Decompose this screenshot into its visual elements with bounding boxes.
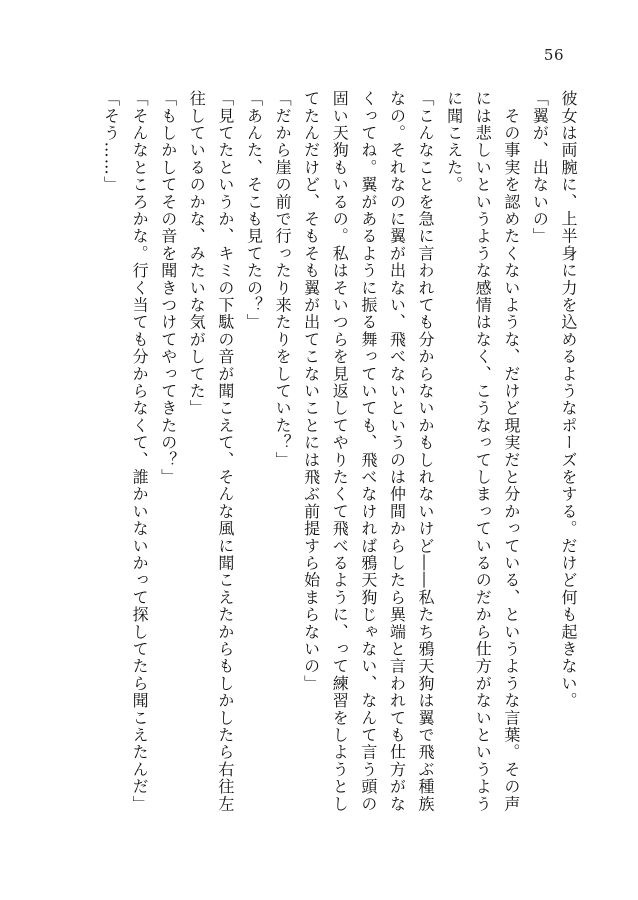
page-number: 56 (543, 46, 564, 64)
text-line: その事実を認めたくないような、だけど現実だと分かっている、というような言葉。その声 (501, 90, 521, 813)
text-line: 往しているのかな、みたいな気がしてた」 (187, 90, 207, 417)
text-line: なの。それなのに翼が出ない、飛べないというのは仲間からしたら異端と言われても仕方がな (387, 90, 407, 813)
text-line: くってね。翼があるように振る舞っていても、飛べなければ鴉天狗じゃない、なんて言う頭の (358, 90, 378, 813)
text-line: 「あんた、そこも見てたの？」 (244, 90, 264, 331)
text-line: 「だから崖の前で行ったり来たりをしていた？」 (273, 90, 293, 469)
text-line: 「見てたというか、キミの下駄の音が聞こえて、そんな風に聞こえたからもしかしたら右往左 (215, 90, 235, 813)
text-line: 「翼が、出ないの」 (530, 90, 550, 245)
text-line: てたんだけど、そもそも翼が出てこないことには飛ぶ前提すら始まらないの」 (301, 90, 321, 692)
text-line: には悲しいというような感情はなく、こうなってしまっているのだから仕方がないというよう (473, 90, 493, 813)
text-line: 固い天狗もいるの。私はそいつらを見返してやりたくて飛べるように、って練習をしようとし (330, 90, 350, 813)
text-line: 「もしかしてその音を聞きつけてやってきたの？」 (158, 90, 178, 486)
vertical-text-block (96, 90, 582, 836)
text-line: に聞こえた。 (444, 90, 464, 194)
text-line: 「そんなところかな。行く当ても分からなくて、誰かいないかって探してたら聞こえたんだ」 (130, 90, 150, 813)
text-line: 「そう……」 (101, 90, 121, 194)
text-line: 彼女は両腕に、上半身に力を込めるようなポーズをする。だけど何も起きない。 (559, 90, 578, 710)
text-line: 「こんなことを急に言われても分からないかもしれないけど――私たち鴉天狗は翼で飛ぶ種族 (416, 90, 436, 813)
